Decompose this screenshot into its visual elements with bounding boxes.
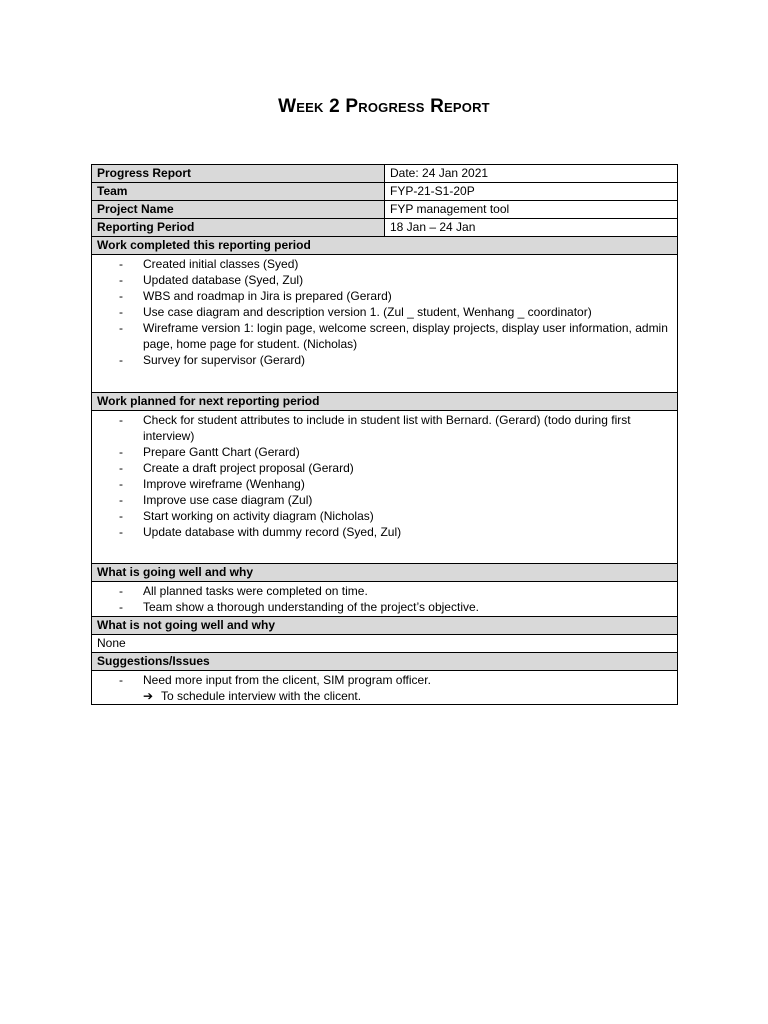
- list-item: - Update database with dummy record (Syed, Zul): [97, 524, 672, 540]
- not-going-well-text: None: [92, 635, 678, 653]
- section-body-work-completed: [92, 255, 678, 393]
- section-header-going-well: [92, 564, 678, 582]
- list-item: - Created initial classes (Syed): [97, 256, 672, 272]
- work-completed-heading: Work completed this reporting period: [92, 237, 678, 255]
- section-body-going-well: [92, 582, 678, 617]
- going-well-list: [97, 582, 672, 615]
- suggestions-cell: [92, 671, 678, 705]
- suggestions-list: [97, 671, 672, 688]
- list-item: - Check for student attributes to include in student list with Bernard. (Gerard) (todo during first interview): [97, 412, 672, 444]
- suggestions-heading: Suggestions/Issues: [92, 653, 678, 671]
- list-item: - Start working on activity diagram (Nicholas): [97, 508, 672, 524]
- list-item: - Need more input from the clicent, SIM program officer.: [97, 672, 672, 688]
- project-name-value: FYP management tool: [385, 201, 678, 219]
- going-well-heading: What is going well and why: [92, 564, 678, 582]
- work-planned-heading: Work planned for next reporting period: [92, 393, 678, 411]
- list-item: - Create a draft project proposal (Gerard): [97, 460, 672, 476]
- list-item: - All planned tasks were completed on time.: [97, 583, 672, 599]
- list-item: - Updated database (Syed, Zul): [97, 272, 672, 288]
- date-value: Date: 24 Jan 2021: [385, 165, 678, 183]
- page-title: Week 2 Progress Report: [278, 96, 490, 117]
- section-body-suggestions: [92, 671, 678, 705]
- section-body-not-going-well: [92, 635, 678, 653]
- list-item: - Improve use case diagram (Zul): [97, 492, 672, 508]
- team-value: FYP-21-S1-20P: [385, 183, 678, 201]
- reporting-period-label: Reporting Period: [92, 219, 385, 237]
- arrow-right-icon: ➔: [143, 689, 154, 703]
- work-completed-cell: [92, 255, 678, 393]
- section-body-work-planned: [92, 411, 678, 564]
- list-item: - Improve wireframe (Wenhang): [97, 476, 672, 492]
- progress-report-table: [91, 164, 678, 705]
- list-item: - Team show a thorough understanding of the project’s objective.: [97, 599, 672, 615]
- progress-report-label: Progress Report: [92, 165, 385, 183]
- work-planned-cell: [92, 411, 678, 564]
- list-item: - Wireframe version 1: login page, welcome screen, display projects, display user information, admin page, home page for student. (Nicholas): [97, 320, 672, 352]
- list-item: - Use case diagram and description version 1. (Zul _ student, Wenhang _ coordinator): [97, 304, 672, 320]
- reporting-period-value: 18 Jan – 24 Jan: [385, 219, 678, 237]
- section-header-not-going-well: [92, 617, 678, 635]
- section-header-suggestions: [92, 653, 678, 671]
- work-completed-list: [97, 255, 672, 368]
- going-well-cell: [92, 582, 678, 617]
- header-row-progress-report: [92, 165, 678, 183]
- not-going-well-heading: What is not going well and why: [92, 617, 678, 635]
- section-header-work-completed: [92, 237, 678, 255]
- list-item: - Survey for supervisor (Gerard): [97, 352, 672, 368]
- list-item: - WBS and roadmap in Jira is prepared (Gerard): [97, 288, 672, 304]
- section-header-work-planned: [92, 393, 678, 411]
- suggestion-follow-up: [97, 688, 672, 704]
- work-planned-list: [97, 411, 672, 540]
- team-label: Team: [92, 183, 385, 201]
- project-name-label: Project Name: [92, 201, 385, 219]
- header-row-reporting-period: [92, 219, 678, 237]
- header-row-project-name: [92, 201, 678, 219]
- header-row-team: [92, 183, 678, 201]
- suggestion-follow-up-text: To schedule interview with the clicent.: [161, 689, 362, 703]
- list-item: - Prepare Gantt Chart (Gerard): [97, 444, 672, 460]
